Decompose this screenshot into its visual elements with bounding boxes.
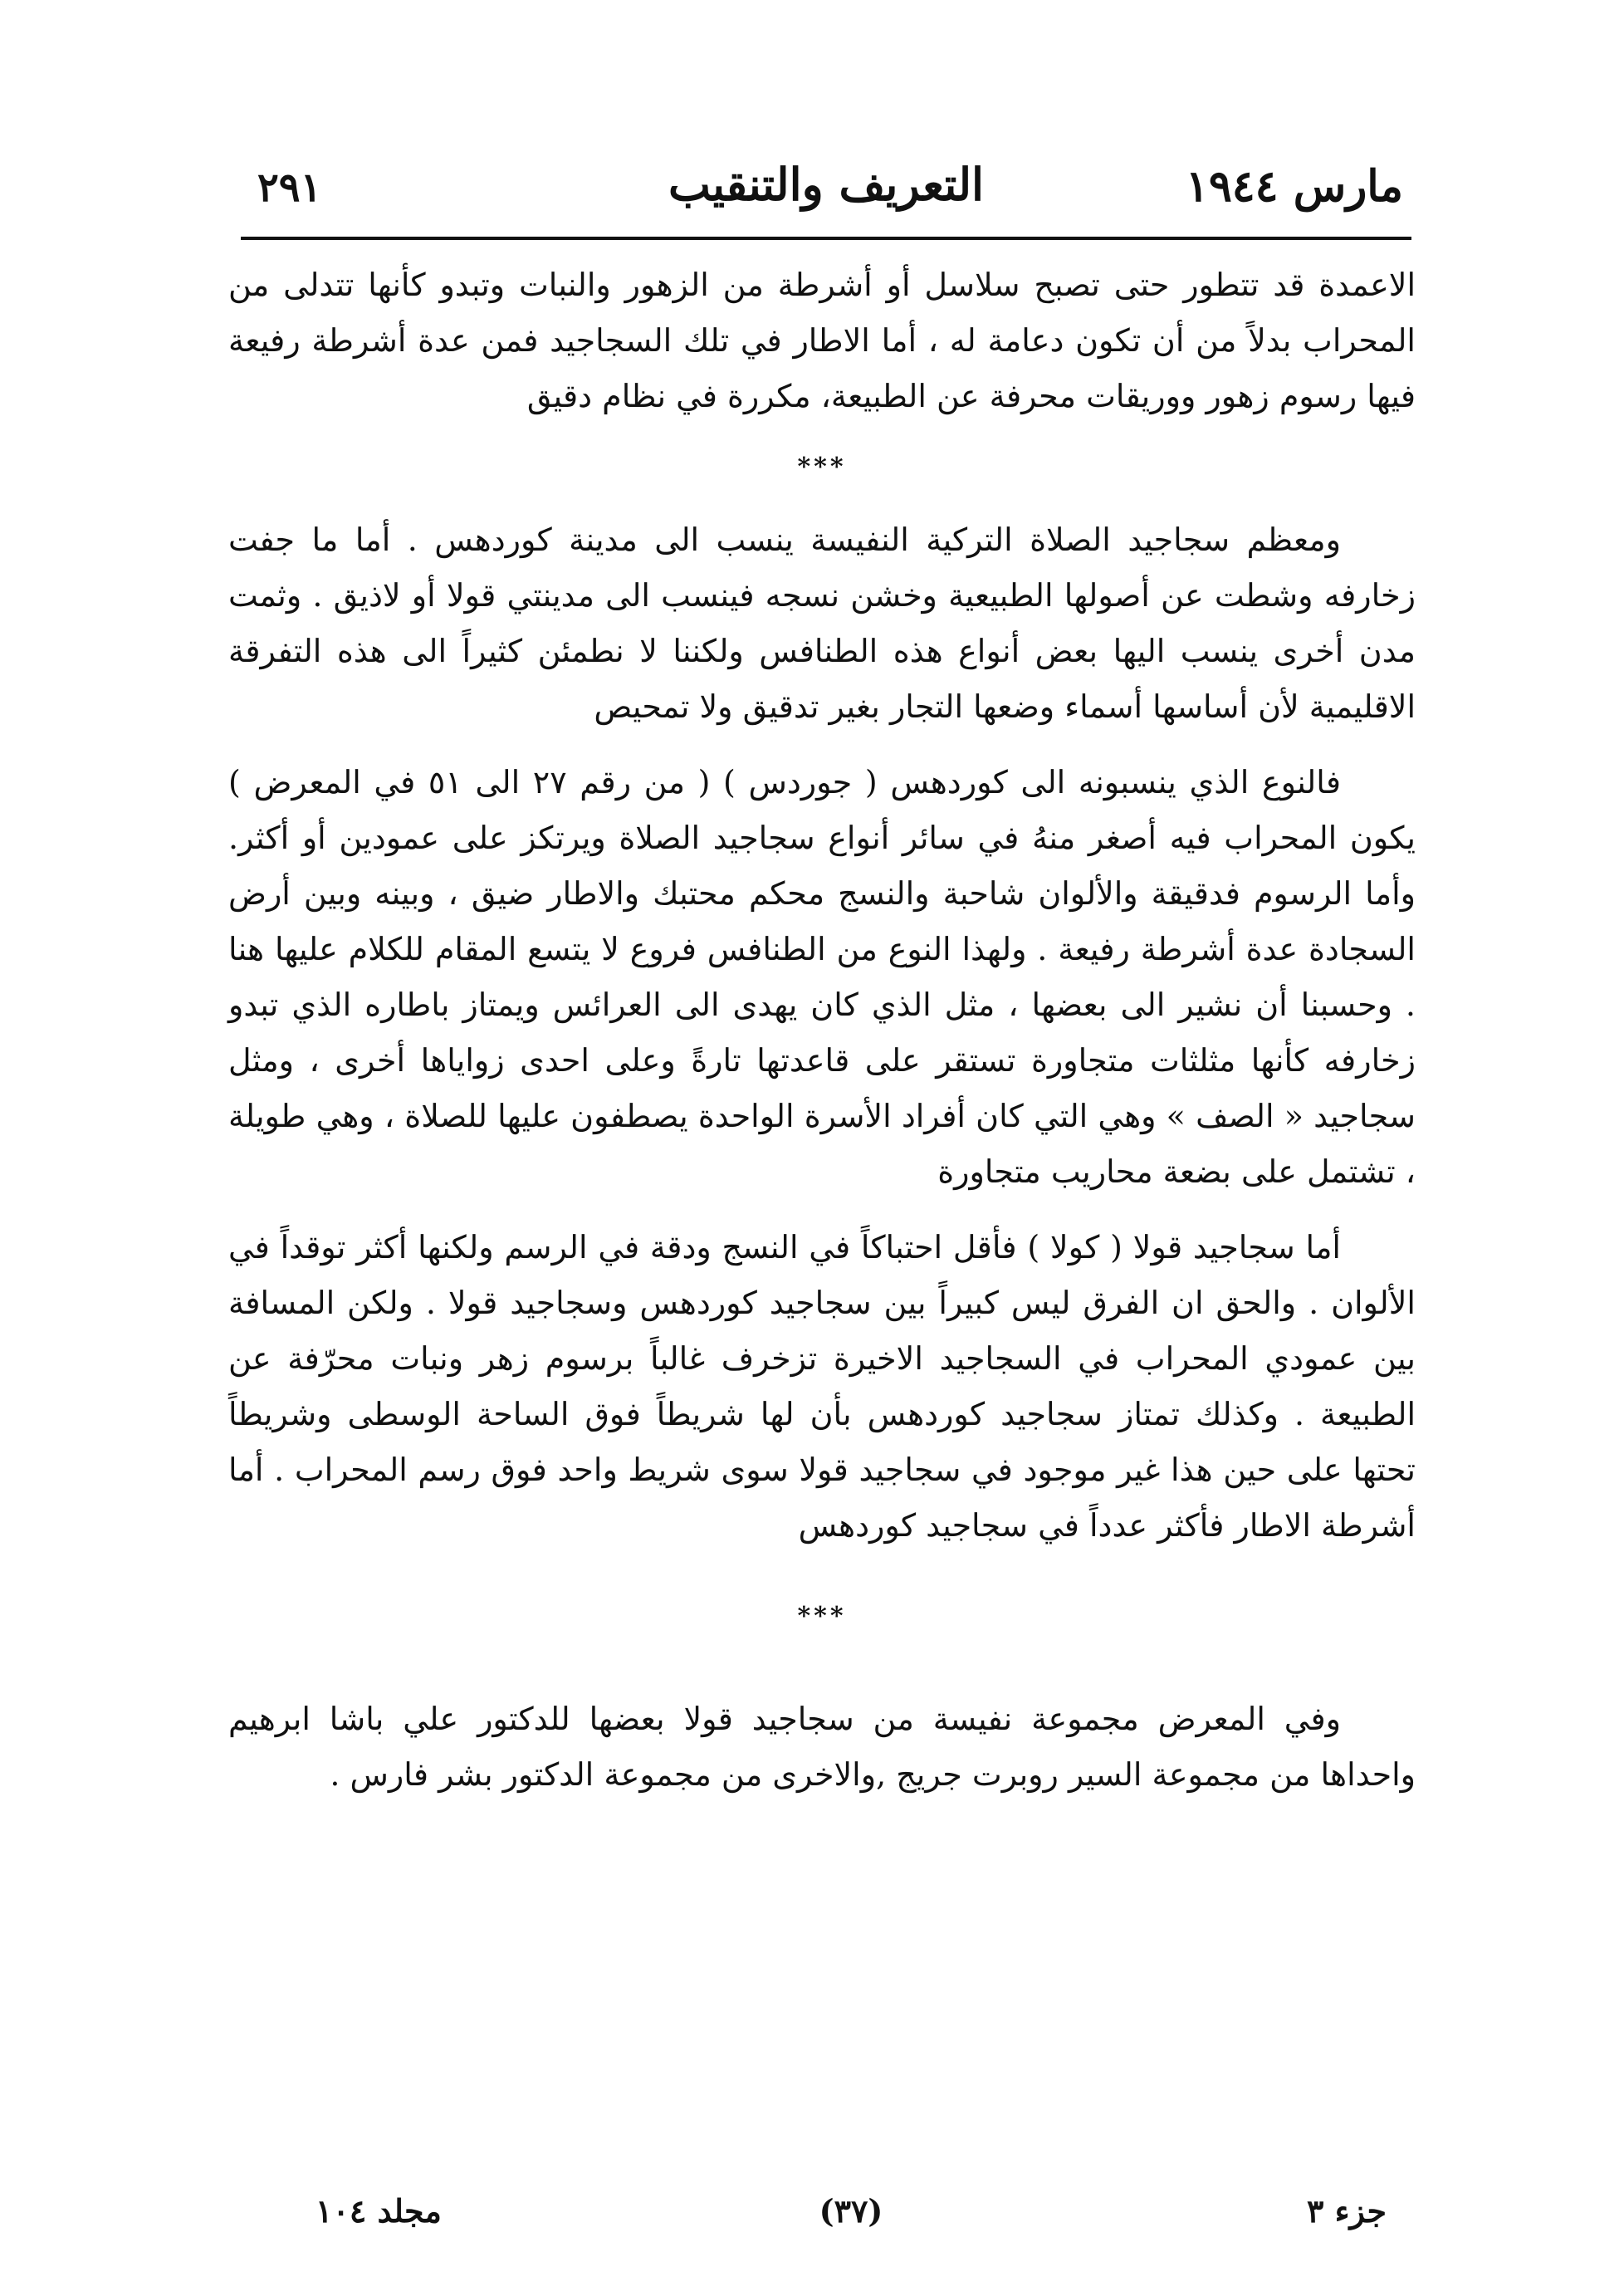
page-number: ٢٩١ (257, 164, 322, 211)
running-title: التعريف والتنقيب (668, 158, 985, 211)
issue-date: مارس ١٩٤٤ (1185, 161, 1403, 212)
header-rule (241, 237, 1411, 240)
part-label: جزء ٣ (1307, 2192, 1387, 2230)
paragraph: الاعمدة قد تتطور حتى تصبح سلاسل أو أشرطة من الزهور والنبات وتبدو كأنها تتدلى من المحراب بدلاً من أن تكون دعامة له ، أما الاطار في تلك السجاجيد فمن عدة أشرطة رفيعة فيها رسوم زهور ووريقات محرفة عن الطبيعة، مكررة في نظام دقيق (228, 267, 1416, 414)
paragraph: ومعظم سجاجيد الصلاة التركية النفيسة ينسب الى مدينة كوردهس . أما ما جفت زخارفه وشطت عن أصولها الطبيعية وخشن نسجه فينسب الى مدينتي قولا أو لاذيق . وثمت مدن أخرى ينسب اليها بعض أنواع هذه الطنافس ولكننا لا نطمئن كثيراً الى هذه التفرقة الاقليمية لأن أساسها أسماء وضعها التجار بغير تدقيق ولا تمحيص (228, 521, 1416, 725)
page-footer (316, 2192, 1387, 2242)
signature-mark: (٣٧) (819, 2192, 883, 2230)
paragraph: أما سجاجيد قولا ( كولا ) فأقل احتباكاً في النسج ودقة في الرسم ولكنها أكثر توقداً في الألوان . والحق ان الفرق ليس كبيراً بين سجاجيد كوردهس وسجاجيد قولا . ولكن المسافة بين عمودي المحراب في السجاجيد الاخيرة تزخرف غالباً برسوم زهر ونبات محرّفة عن الطبيعة . وكذلك تمتاز سجاجيد كوردهس بأن لها شريطاً فوق الساحة الوسطى وشريطاً تحتها على حين هذا غير موجود في سجاجيد قولا سوى شريط واحد فوق رسم المحراب . أما أشرطة الاطار فأكثر عدداً في سجاجيد كوردهس (228, 1229, 1416, 1544)
article-body (228, 257, 1416, 1803)
paragraph: وفي المعرض مجموعة نفيسة من سجاجيد قولا بعضها للدكتور علي باشا ابرهيم واحداها من مجموعة السير روبرت جريج ,والاخرى من مجموعة الدكتور بشر فارس . (228, 1701, 1416, 1793)
section-separator: *** (797, 1602, 847, 1631)
volume-label: مجلد ١٠٤ (316, 2192, 442, 2230)
page-header (241, 158, 1411, 224)
paragraph: فالنوع الذي ينسبونه الى كوردهس ( جوردس ) ( من رقم ٢٧ الى ٥١ في المعرض ) يكون المحراب فيه أصغر منهُ في سائر أنواع سجاجيد الصلاة ويرتكز على عمودين أو أكثر. وأما الرسوم فدقيقة والألوان شاحبة والنسج محكم محتبك والاطار ضيق ، وبينه وبين أرض السجادة عدة أشرطة رفيعة . ولهذا النوع من الطنافس فروع لا يتسع المقام للكلام عليها هنا . وحسبنا أن نشير الى بعضها ، مثل الذي كان يهدى الى العرائس ويمتاز باطاره الذي تبدو زخارفه كأنها مثلثات متجاورة تستقر على قاعدتها تارةً وعلى احدى زواياها أخرى ، ومثل سجاجيد « الصف » وهي التي كان أفراد الأسرة الواحدة يصطفون عليها للصلاة ، وهي طويلة ، تشتمل على بضعة محاريب متجاورة (228, 764, 1416, 1190)
section-separator: *** (797, 453, 847, 482)
